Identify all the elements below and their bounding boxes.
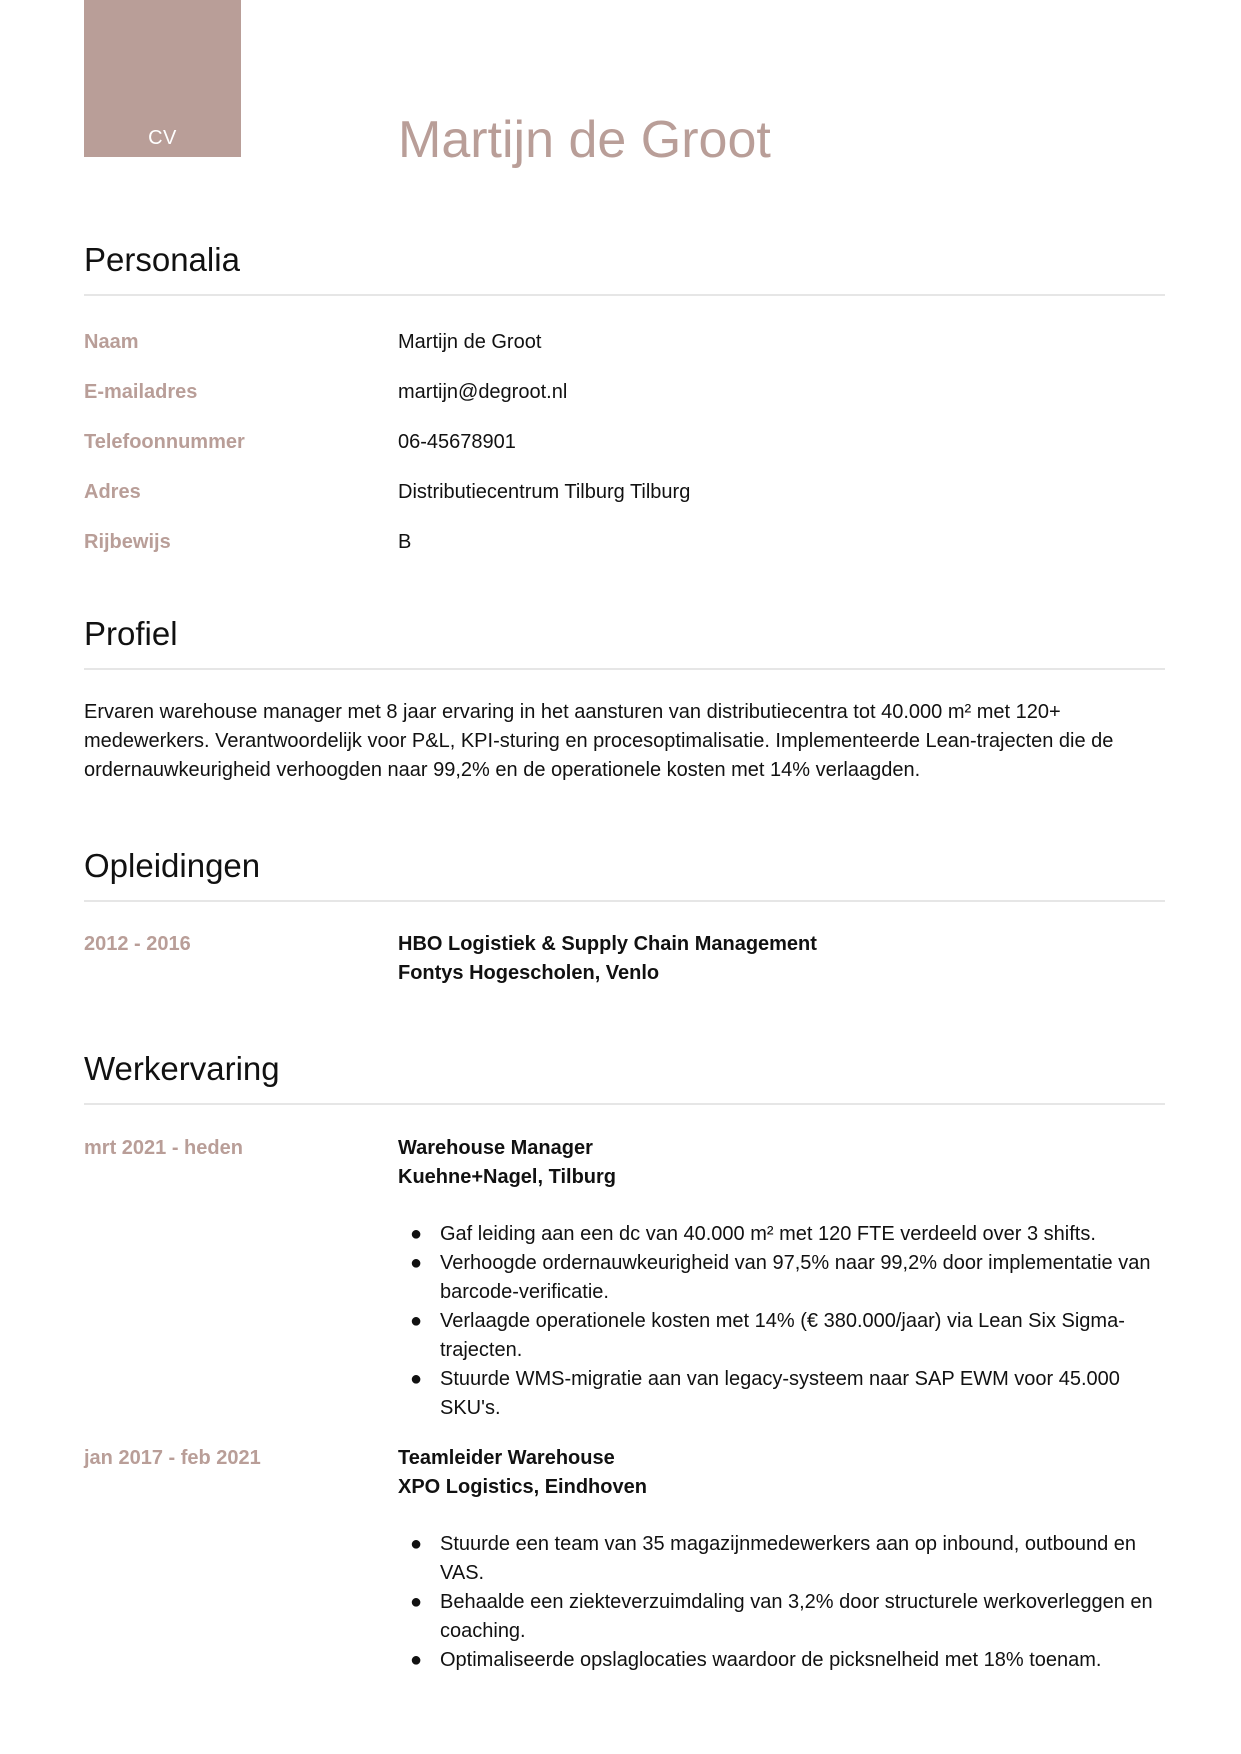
personalia-list: [84, 330, 1165, 580]
work-body: [398, 1134, 1165, 1423]
personalia-row-naam: [84, 330, 1165, 380]
section-divider: [84, 1103, 1165, 1105]
bullet-icon: ●: [410, 1533, 423, 1555]
section-title-werkervaring: Werkervaring: [84, 1050, 280, 1087]
value-telefoon: 06-45678901: [398, 431, 516, 453]
label-adres: Adres: [84, 481, 141, 503]
education-entry: [84, 930, 1165, 988]
education-period: 2012 - 2016: [84, 933, 191, 955]
bullet-icon: ●: [410, 1649, 423, 1671]
section-personalia: [84, 240, 1165, 580]
photo-placeholder: [84, 0, 241, 157]
list-item: [410, 1307, 1165, 1365]
list-item: [410, 1530, 1165, 1588]
label-telefoon: Telefoonnummer: [84, 431, 245, 453]
education-body: [398, 930, 1165, 988]
bullet-text: Gaf leiding aan een dc van 40.000 m² met 120 FTE verdeeld over 3 shifts.: [440, 1223, 1096, 1245]
work-employer: XPO Logistics, Eindhoven: [398, 1476, 647, 1498]
candidate-name: Martijn de Groot: [398, 111, 771, 169]
bullet-icon: ●: [410, 1310, 423, 1332]
section-title-personalia: Personalia: [84, 241, 240, 278]
bullet-icon: ●: [410, 1591, 423, 1613]
photo-label: CV: [148, 127, 177, 149]
bullet-icon: ●: [410, 1252, 423, 1274]
section-title-opleidingen: Opleidingen: [84, 847, 261, 884]
personalia-row-email: [84, 380, 1165, 430]
bullet-text: Stuurde WMS-migratie aan van legacy-systeem naar SAP EWM voor 45.000 SKU's.: [440, 1368, 1120, 1419]
work-employer: Kuehne+Nagel, Tilburg: [398, 1166, 616, 1188]
section-opleidingen: [84, 846, 1165, 988]
section-werkervaring: [84, 1049, 1165, 1675]
section-divider: [84, 668, 1165, 670]
list-item: [410, 1588, 1165, 1646]
value-email: martijn@degroot.nl: [398, 381, 568, 403]
personalia-row-rijbewijs: [84, 530, 1165, 580]
work-period: mrt 2021 - heden: [84, 1137, 243, 1159]
bullet-text: Verhoogde ordernauwkeurigheid van 97,5% naar 99,2% door implementatie van barcode-verificatie.: [440, 1252, 1151, 1303]
label-rijbewijs: Rijbewijs: [84, 531, 171, 553]
list-item: [410, 1646, 1165, 1675]
work-bullets: [398, 1530, 1165, 1675]
label-email: E-mailadres: [84, 381, 198, 403]
personalia-row-telefoon: [84, 430, 1165, 480]
bullet-icon: ●: [410, 1368, 423, 1390]
value-naam: Martijn de Groot: [398, 331, 542, 353]
personalia-row-adres: [84, 480, 1165, 530]
value-adres: Distributiecentrum Tilburg Tilburg: [398, 481, 691, 503]
bullet-text: Behaalde een ziekteverzuimdaling van 3,2% door structurele werkoverleggen en coaching.: [440, 1591, 1153, 1642]
work-role: Warehouse Manager: [398, 1137, 593, 1159]
bullet-text: Optimaliseerde opslaglocaties waardoor de picksnelheid met 18% toenam.: [440, 1649, 1102, 1671]
work-period: jan 2017 - feb 2021: [84, 1447, 261, 1469]
education-institution: Fontys Hogescholen, Venlo: [398, 962, 660, 984]
education-degree: HBO Logistiek & Supply Chain Management: [398, 933, 817, 955]
bullet-icon: ●: [410, 1223, 423, 1245]
value-rijbewijs: B: [398, 531, 412, 553]
section-divider: [84, 900, 1165, 902]
label-naam: Naam: [84, 331, 139, 353]
work-bullets: [398, 1220, 1165, 1423]
list-item: [410, 1365, 1165, 1423]
work-entry: [84, 1134, 1165, 1423]
section-divider: [84, 294, 1165, 296]
list-item: [410, 1249, 1165, 1307]
section-title-profiel: Profiel: [84, 615, 178, 652]
list-item: [410, 1220, 1165, 1249]
work-entry: [84, 1444, 1165, 1675]
bullet-text: Stuurde een team van 35 magazijnmedewerkers aan op inbound, outbound en VAS.: [440, 1533, 1137, 1584]
work-role: Teamleider Warehouse: [398, 1447, 615, 1469]
profile-text: Ervaren warehouse manager met 8 jaar ervaring in het aansturen van distributiecentra tot 40.000 m² met 120+ medewerkers. Verantwoordelijk voor P&L, KPI-sturing en procesoptimalisatie. Implementeerde Lean-trajecten die de ordernauwkeurigheid verhoogden naar 99,2% en de operationele kosten met 14% verlaagden.: [84, 701, 1114, 781]
section-profiel: [84, 614, 1165, 785]
work-body: [398, 1444, 1165, 1675]
bullet-text: Verlaagde operationele kosten met 14% (€ 380.000/jaar) via Lean Six Sigma-trajecten.: [440, 1310, 1125, 1361]
